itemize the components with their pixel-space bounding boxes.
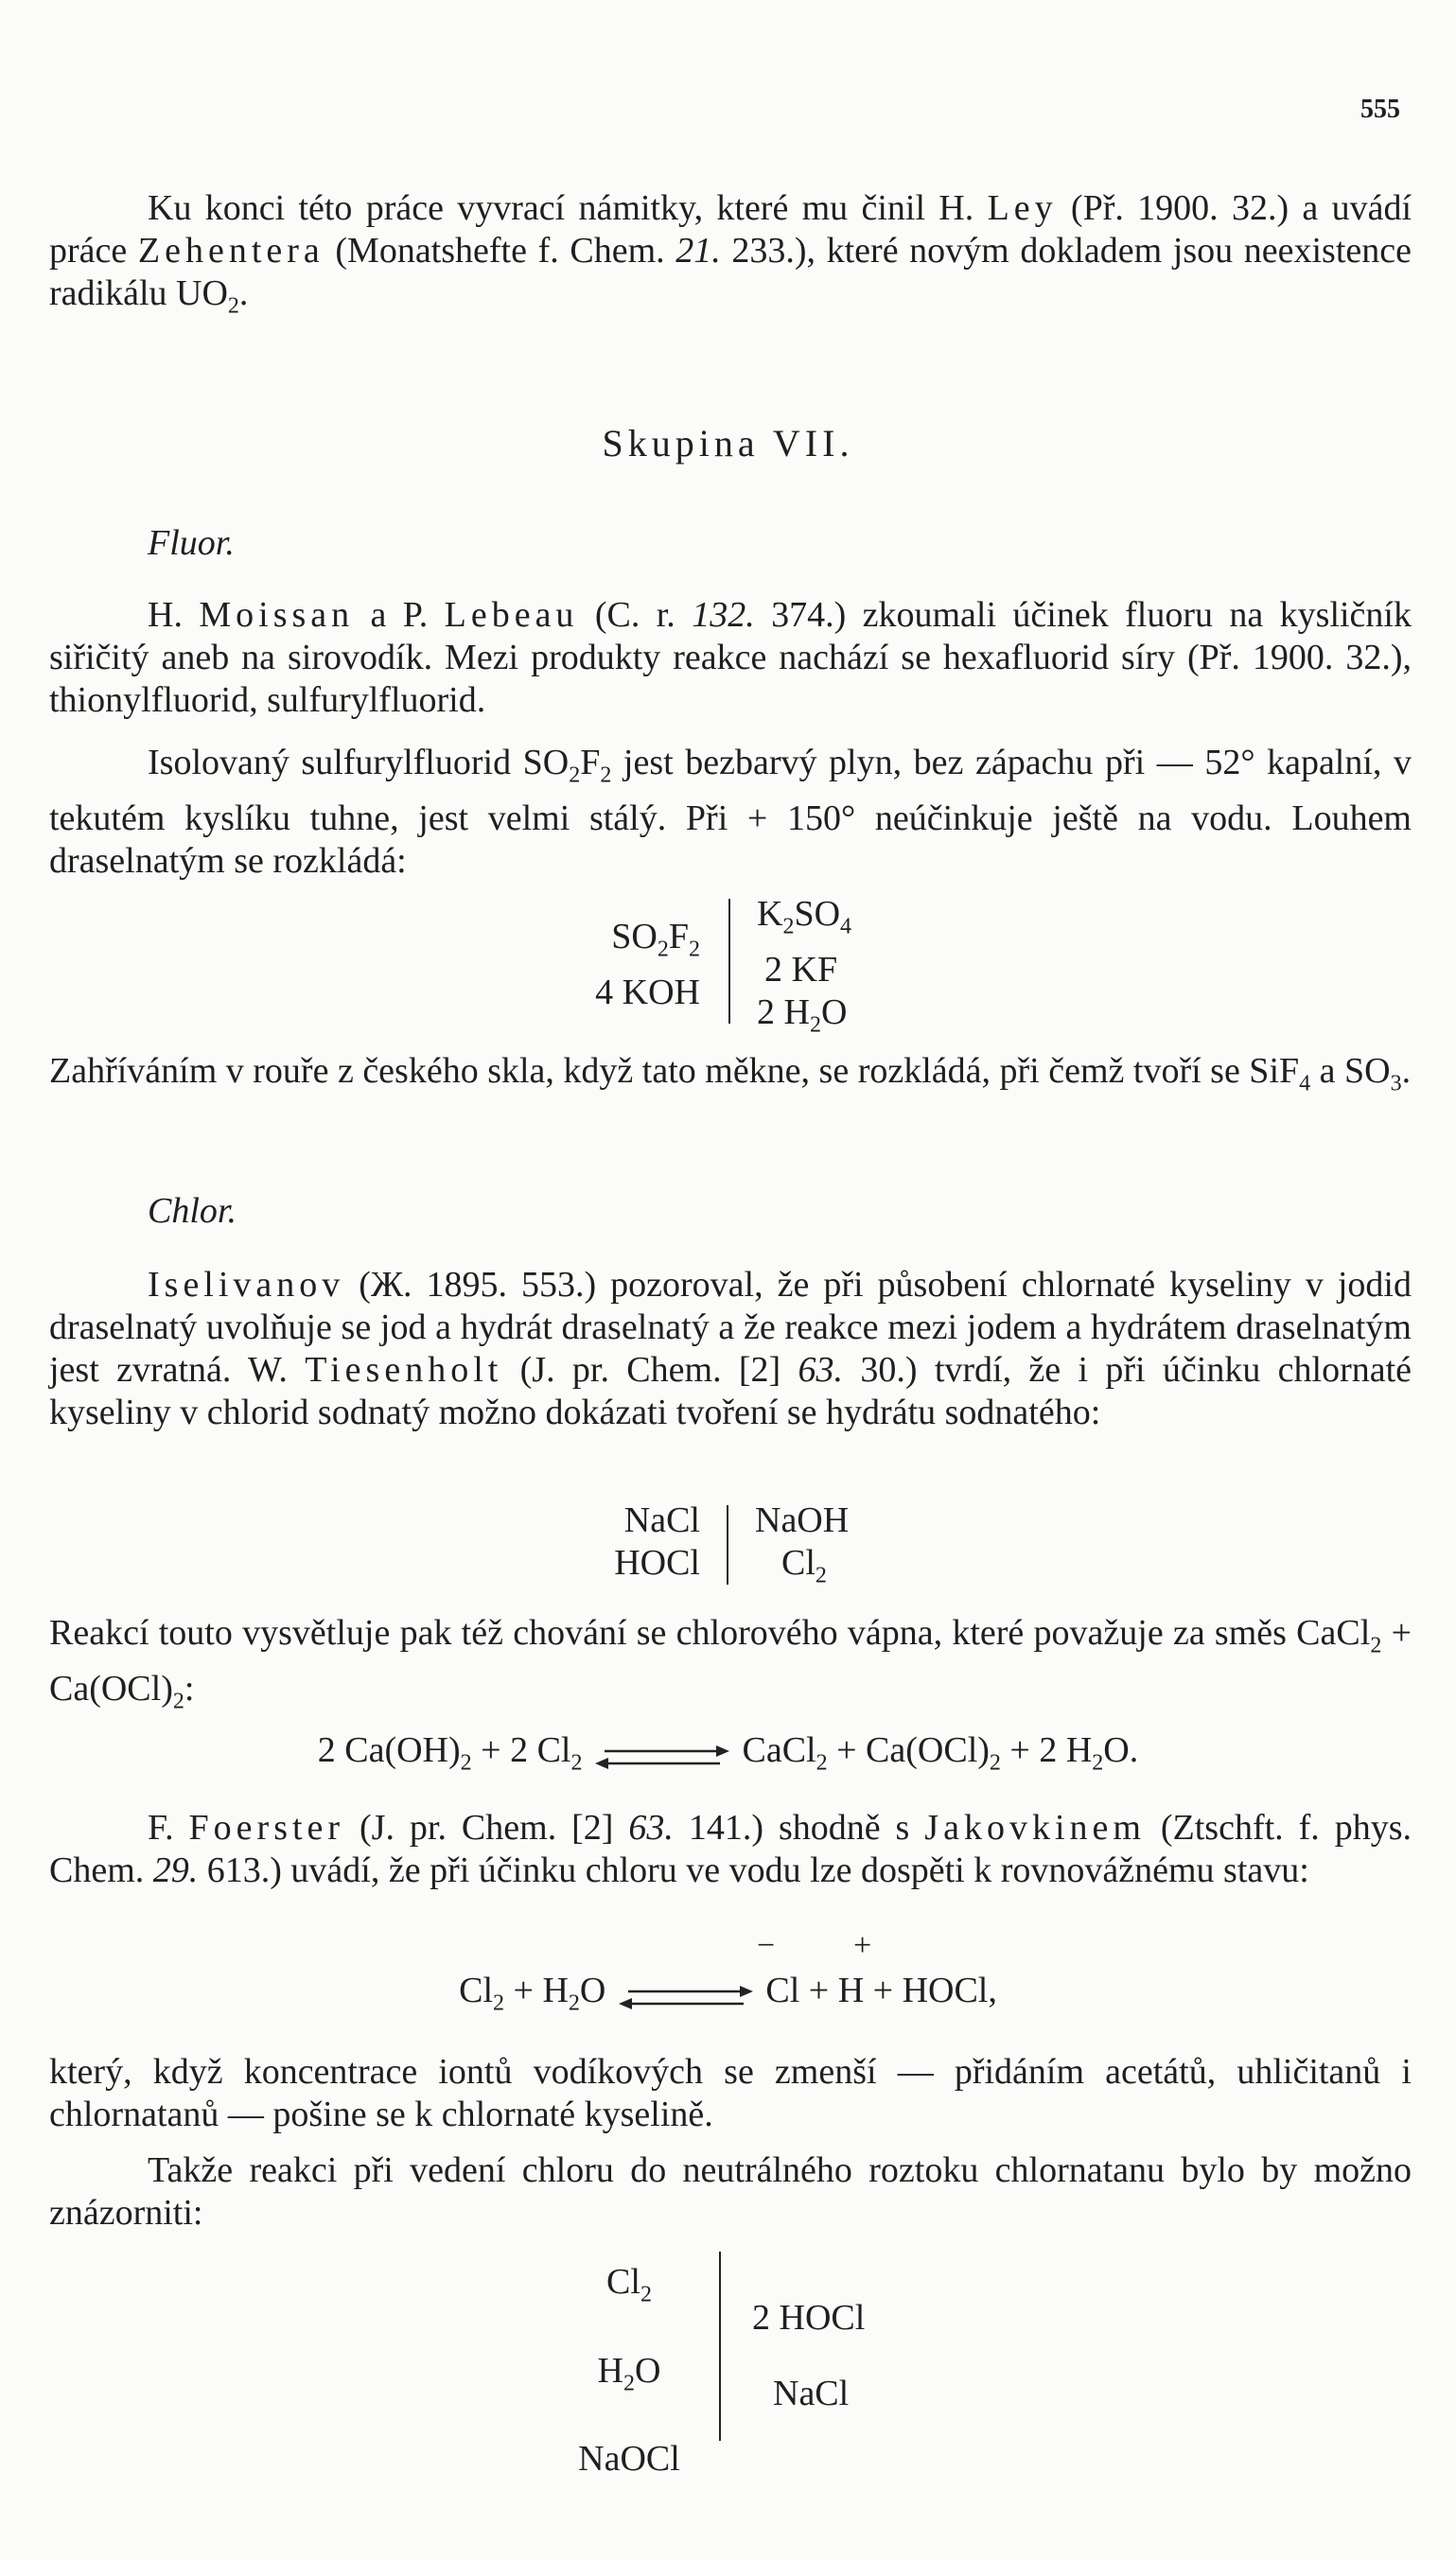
paragraph-sif4: Zahříváním v rouře z českého skla, když tato měkne, se rozkládá, při čemž tvoří se SiF$_4$ a $SO_3$. [49,1051,1412,1096]
text: (J. pr. Chem. [2] [344,1808,629,1848]
text: Zahříváním v rouře z českého skla, když tato měkne, se rozkládá, při čemž tvoří se SiF [49,1051,1300,1091]
text: 374.) zkoumali účinek fluoru na kysličník siřičitý aneb na sirovodík. Mezi produkty reakce nachází se hexafluorid síry (Př. 1900. 32.), thionylfluorid, sulfurylfluorid. [49,595,1412,720]
text: . [1401,1051,1412,1091]
text: . [238,273,249,313]
page-number: 555 [1360,95,1400,124]
equation-left [530,916,700,1014]
equation-right [755,1499,849,1598]
author-zehenter: Zehentera [137,231,325,271]
equation-left [587,1499,700,1585]
text: 141.) shodně s [673,1808,925,1848]
equation-right [752,2280,865,2431]
ion-charge-plus: + [853,1928,872,1963]
paragraph-koncentrace: který, když koncentrace iontů vodíkových se zmenší — přidáním acetátů, uhličitanů i chlornatanů — pošine se k chlornaté kyselině. [49,2052,1412,2134]
volume-number: 132. [692,595,755,635]
formula: $Cl_2$ [606,2262,652,2307]
equation-cl2-h2o-naocl [558,2244,937,2480]
paragraph-moissan [49,594,1412,722]
paragraph-iselivanov [49,1264,1412,1434]
author-foerster: Foerster [188,1808,345,1848]
equilibrium-arrows-icon [615,1983,757,2011]
text: Ku konci této práce vyvrací námitky, které mu činil H. [148,188,988,228]
text: Isolovaný sulfurylfluorid SO [148,743,570,782]
formula: 2 KF [764,949,838,990]
equation-right [757,893,851,1046]
formula: NaOCl [578,2439,680,2480]
volume-number: 21. [675,231,721,271]
text: (Monatshefte f. Chem. [324,231,676,271]
equation-left [558,2244,700,2497]
volume-number: 63. [798,1350,844,1390]
paragraph-takze: Takže reakci při vedení chloru do neutrálného roztoku chlornatanu bylo by možno znázorniti: [49,2150,1412,2233]
paragraph-sulfurylfluorid: Isolovaný sulfurylfluorid $SO_2F_2$ jest bezbarvý plyn, bez zápachu při — 52° kapalní, v tekutém kyslíku tuhne, jest velmi stálý. Při + 150° neúčinkuje ještě na vodu. Louhem draselnatým se rozkládá: [49,743,1412,881]
text: + Ca(OCl) [49,1613,1412,1709]
subheading-fluor: Fluor. [148,523,235,563]
text: jest bezbarvý plyn, bez zápachu při — 52° kapalní, v tekutém kyslíku tuhne, jest velmi stálý. Při + 150° neúčinkuje ještě na vodu. Louhem draselnatým se rozkládá: [49,743,1412,881]
author-ley: Ley [987,188,1058,228]
paragraph-intro: Ku konci této práce vyvrací námitky, které mu činil H. Ley (Př. 1900. 32.) a uvádí práce Zehentera (Monatshefte f. Chem. 21. 233.), které novým dokladem jsou neexistence radikálu $UO_2$. [49,188,1412,319]
volume-number: 63. [628,1808,674,1848]
formula: HOCl [614,1543,700,1583]
equation-divider [719,2252,721,2441]
author-lebeau: Lebeau [444,595,579,635]
text: H. [148,595,200,635]
text: (Př. 1900. 32.) a uvádí práce [49,188,1412,271]
author-iselivanov: Iselivanov [148,1265,345,1305]
formula: 4 KOH [595,972,700,1012]
text: (Ж. 1895. 553.) pozoroval, že při působení chlornaté kyseliny v jodid draselnatý uvolňuje se jod a hydrát draselnatý a že reakce mezi jodem a hydrátem draselnatým jest zvratná. W. [49,1265,1412,1390]
text: (J. pr. Chem. [2] [502,1350,798,1390]
formula: $H_2O$ [597,2350,661,2396]
text: 613.) uvádí, že při účinku chloru ve vodu lze dospěti k rovnovážnému stavu: [198,1850,1309,1890]
formula: NaOH [755,1500,850,1540]
paragraph-chlorove-vapno: Reakcí touto vysvětluje pak též chování se chlorového vápna, které považuje za směs CaCl$_2$ + $Ca(OCl)_2$: [49,1613,1412,1714]
text: Reakcí touto vysvětluje pak též chování se chlorového vápna, které považuje za směs CaCl [49,1613,1371,1653]
formula: 2 HOCl [752,2298,866,2338]
author-tiesenholt: Tiesenholt [305,1350,503,1390]
equation-divider [727,1505,728,1585]
equation-nacl-hocl [587,1499,927,1594]
paragraph-foerster [49,1807,1412,1892]
text: (Ztschft. f. phys. Chem. [49,1808,1412,1890]
text: a P. [354,595,445,635]
formula: $K_2SO_4$ [757,894,852,939]
volume-number: 29. [152,1850,199,1890]
formula: $SO_2F_2$ [611,917,700,962]
text: F. [148,1808,189,1848]
equation-divider [728,899,730,1024]
equation-caoh2-cl2: 2 $Ca(OH)_2 + 2$ $Cl_2$ CaCl$_2$ + $Ca(OCl)_2 + 2$ $H_2O$. [317,1730,1139,1776]
formula: NaCl [623,1500,700,1540]
text: a SO [1310,1051,1391,1091]
section-heading: Skupina VII. [602,422,854,465]
text: F [580,743,601,782]
text: : [184,1668,195,1709]
formula: 2 $H_2O$ [757,991,848,1038]
text: (C. r. [578,595,693,635]
formula: $Cl_2$ [781,1543,827,1588]
formula: NaCl [773,2374,850,2413]
equilibrium-arrows [591,1739,733,1767]
equation-so2f2-koh [530,894,908,1038]
text: 233.), které novým dokladem jsou neexistence radikálu UO [49,231,1412,313]
equilibrium-arrows [615,1979,757,2008]
subheading-chlor: Chlor. [148,1191,237,1231]
ion-charge-minus: − [757,1928,776,1963]
equilibrium-arrows-icon [591,1743,733,1771]
author-jakovkin: Jakovkinem [924,1808,1146,1848]
text: 30.) tvrdí, že i při účinku chlornaté kyseliny v chlorid sodnatý možno dokázati tvoření se hydrátu sodnatého: [49,1350,1412,1432]
equation-chlorine-water: $Cl_2 + H_2O$ Cl + H + HOCl, [459,1971,997,2016]
author-moissan: Moissan [199,595,355,635]
